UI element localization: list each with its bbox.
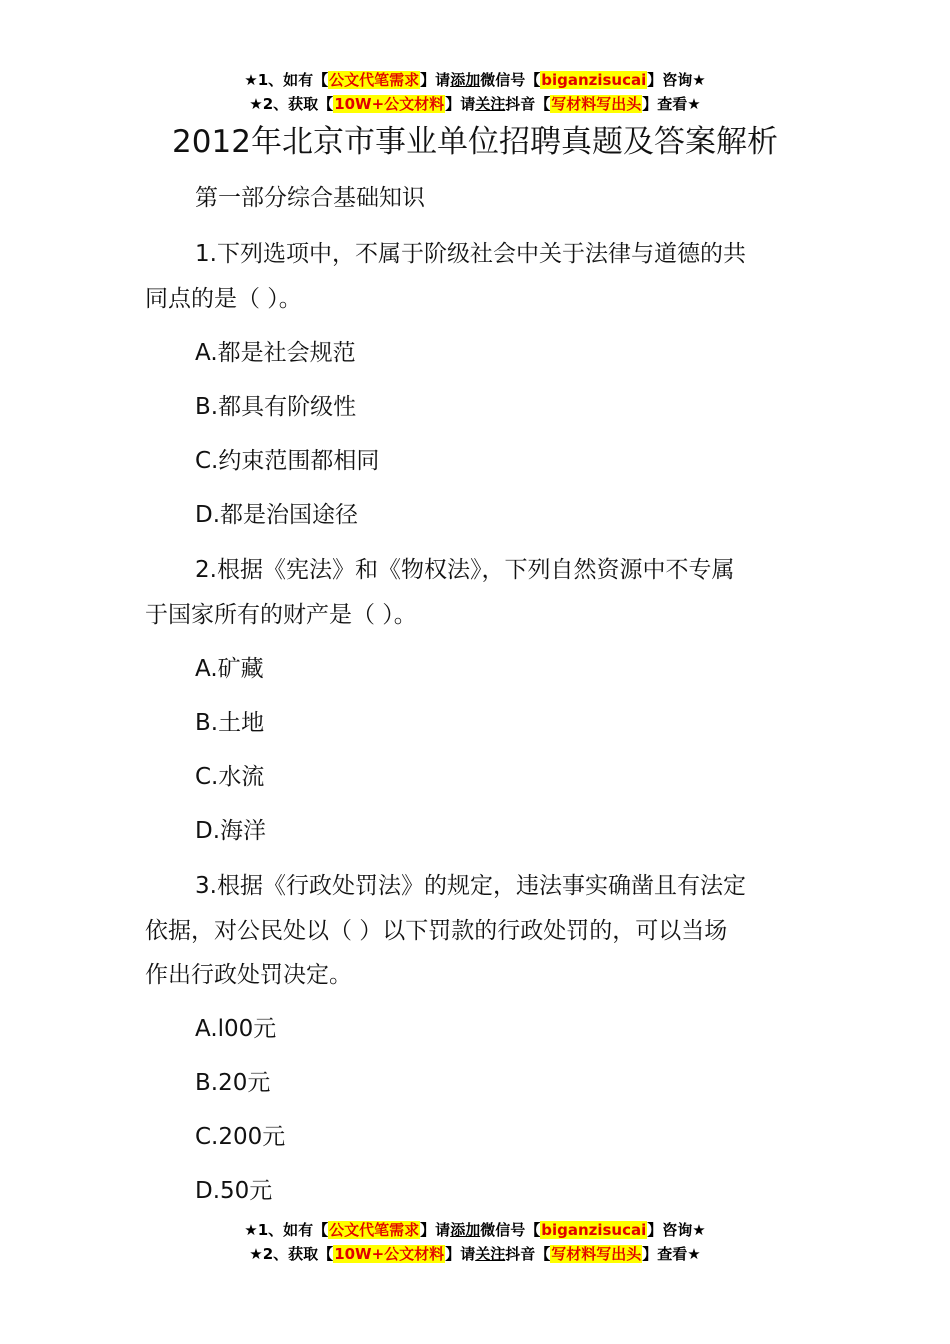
question-2-option-d: D.海洋 [195, 818, 267, 844]
question-3-option-a: A.l00元 [195, 1016, 277, 1042]
banner-line-2 [0, 1242, 950, 1266]
bottom-banner [0, 1218, 950, 1266]
question-3-line-3: 作出行政处罚决定。 [145, 962, 352, 988]
question-3-line-2: 依据，对公民处以（ ）以下罚款的行政处罚的，可以当场 [145, 918, 728, 944]
banner-highlight-douyin: 写材料写出头 [551, 1245, 642, 1263]
banner-text: ★2、获取【 [249, 95, 334, 113]
question-1-option-a: A.都是社会规范 [195, 340, 356, 366]
banner-text: 微信号【 [480, 1221, 541, 1239]
document-title: 2012年北京市事业单位招聘真题及答案解析 [172, 124, 778, 160]
question-3-option-b: B.20元 [195, 1070, 271, 1096]
banner-text: 】请 [445, 95, 476, 113]
question-2-line-2: 于国家所有的财产是（ ）。 [145, 602, 417, 628]
banner-text: 】请 [445, 1245, 476, 1263]
question-1-line-1: 1.下列选项中，不属于阶级社会中关于法律与道德的共 [195, 241, 746, 267]
banner-text: 】请 [420, 1221, 451, 1239]
banner-line-1 [0, 68, 950, 92]
question-1-option-d: D.都是治国途径 [195, 502, 359, 528]
banner-underlined: 关注 [475, 95, 506, 113]
top-banner [0, 68, 950, 116]
banner-text: ★1、如有【 [244, 1221, 329, 1239]
question-2-option-a: A.矿藏 [195, 656, 264, 682]
banner-underlined: 添加 [450, 71, 481, 89]
banner-text: 】咨询★ [647, 1221, 706, 1239]
question-3-option-c: C.200元 [195, 1124, 286, 1150]
banner-text: ★2、获取【 [249, 1245, 334, 1263]
banner-text: 抖音【 [505, 95, 551, 113]
banner-text: 】请 [420, 71, 451, 89]
banner-text: ★1、如有【 [244, 71, 329, 89]
banner-highlight: 10W+公文材料 [334, 95, 445, 113]
banner-highlight-douyin: 写材料写出头 [551, 95, 642, 113]
banner-text: 微信号【 [480, 71, 541, 89]
banner-highlight: 10W+公文材料 [334, 1245, 445, 1263]
banner-text: 】咨询★ [647, 71, 706, 89]
question-2-option-c: C.水流 [195, 764, 265, 790]
section-heading: 第一部分综合基础知识 [195, 185, 425, 211]
banner-underlined: 关注 [475, 1245, 506, 1263]
banner-highlight: 公文代笔需求 [329, 71, 420, 89]
banner-highlight: 公文代笔需求 [329, 1221, 420, 1239]
question-3-line-1: 3.根据《行政处罚法》的规定，违法事实确凿且有法定 [195, 873, 746, 899]
question-1-option-c: C.约束范围都相同 [195, 448, 380, 474]
banner-underlined: 添加 [450, 1221, 481, 1239]
question-2-line-1: 2.根据《宪法》和《物权法》，下列自然资源中不专属 [195, 557, 735, 583]
banner-text: 】查看★ [642, 1245, 701, 1263]
question-1-option-b: B.都具有阶级性 [195, 394, 357, 420]
question-3-option-d: D.50元 [195, 1178, 273, 1204]
banner-line-2 [0, 92, 950, 116]
banner-text: 】查看★ [642, 95, 701, 113]
banner-text: 抖音【 [505, 1245, 551, 1263]
question-1-line-2: 同点的是（ ）。 [145, 286, 302, 312]
question-2-option-b: B.土地 [195, 710, 265, 736]
banner-highlight-wechat-id: biganzisucai [541, 71, 647, 89]
banner-line-1 [0, 1218, 950, 1242]
banner-highlight-wechat-id: biganzisucai [541, 1221, 647, 1239]
